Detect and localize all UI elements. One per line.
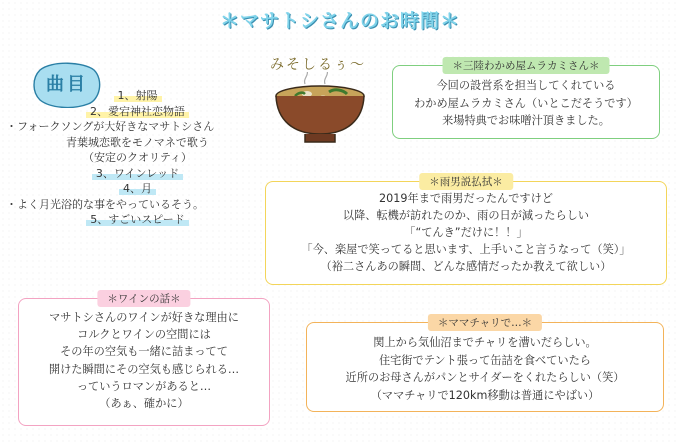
- setlist-song: [0, 104, 275, 120]
- wine-line: コルクとワインの空間には: [77, 328, 211, 342]
- wine-box: [18, 293, 270, 426]
- setlist-song: [0, 181, 275, 197]
- setlist-song-title: 3、ワインレッド: [92, 167, 183, 180]
- ame-line: 以降、転機が訪れたのか、雨の日が減ったらしい: [342, 209, 590, 222]
- wine-line: 開けた瞬間にその空気も感じられる…: [48, 362, 240, 376]
- setlist-song: [0, 166, 275, 182]
- mama-line: （ママチャリで120km移動は普通にやばい）: [370, 388, 600, 402]
- wakame-header: ＊三陸わかめ屋ムラカミさん＊: [443, 57, 610, 74]
- mama-line: 住宅街でテント張って缶詰を食べていたら: [378, 353, 591, 367]
- wakame-line: わかめ屋ムラカミさん（いとこだそうです）: [414, 96, 638, 110]
- wine-line: っていうロマンがあると…: [76, 379, 212, 393]
- setlist-badge-label: 曲目: [46, 74, 88, 95]
- ame-header: ＊雨男説払拭＊: [419, 173, 513, 190]
- mama-box: [306, 317, 664, 412]
- wakame-line: 今回の設営系を担当してくれている: [436, 79, 616, 92]
- wine-line: マサトシさんのワインが好きな理由に: [49, 311, 239, 324]
- setlist-song-title: 1、射陽: [114, 89, 162, 102]
- ame-line: 「今、楽屋で笑ってると思います、上手いこと言うなって（笑）」: [301, 243, 631, 256]
- ame-line: （裕二さんあの瞬間、どんな感情だったか教えて欲しい）: [320, 260, 612, 273]
- setlist-song-title: 4、月: [119, 182, 156, 195]
- ame-body: [266, 182, 666, 275]
- wine-line: その年の空気も一緒に詰まってて: [60, 345, 228, 359]
- setlist-note: （安定のクオリティ）: [83, 151, 192, 164]
- miso-label: みそしるぅ〜: [270, 57, 366, 73]
- setlist-note: ・よく月光浴的な事をやっているそう。: [6, 197, 204, 211]
- setlist-song-title: 5、すごいスピード: [86, 213, 189, 226]
- setlist-song: [0, 88, 275, 104]
- wakame-body: [393, 66, 659, 130]
- wine-body: [19, 299, 269, 412]
- setlist-note: ・フォークソングが大好きなマサトシさん: [6, 120, 215, 133]
- ame-line: 2019年まで雨男だったんですけど: [379, 192, 553, 205]
- mama-line: 関上から気仙沼までチャリを漕いだらしい。: [373, 336, 597, 349]
- ame-box: [265, 176, 667, 285]
- mama-body: [307, 323, 663, 404]
- page-title: ＊マサトシさんのお時間＊: [219, 10, 460, 32]
- wakame-box: [392, 60, 660, 139]
- setlist-song: [0, 212, 275, 228]
- mama-line: 近所のお母さんがパンとサイダーをくれたらしい（笑）: [345, 371, 625, 384]
- setlist-note: 青葉城恋歌をモノマネで歌う: [66, 135, 209, 149]
- wine-line: （あぁ、確かに）: [99, 397, 189, 411]
- wine-header: ＊ワインの話＊: [97, 290, 190, 307]
- setlist-song-title: 2、愛宕神社恋物語: [86, 105, 189, 118]
- wakame-line: 来場特典でお味噌汁頂きました。: [442, 114, 610, 127]
- mama-header: ＊ママチャリで…＊: [428, 314, 542, 331]
- ame-line: 「“てんき”だけに！！」: [404, 226, 528, 239]
- miso-soup-bowl-icon: [265, 72, 375, 154]
- setlist: [0, 88, 275, 228]
